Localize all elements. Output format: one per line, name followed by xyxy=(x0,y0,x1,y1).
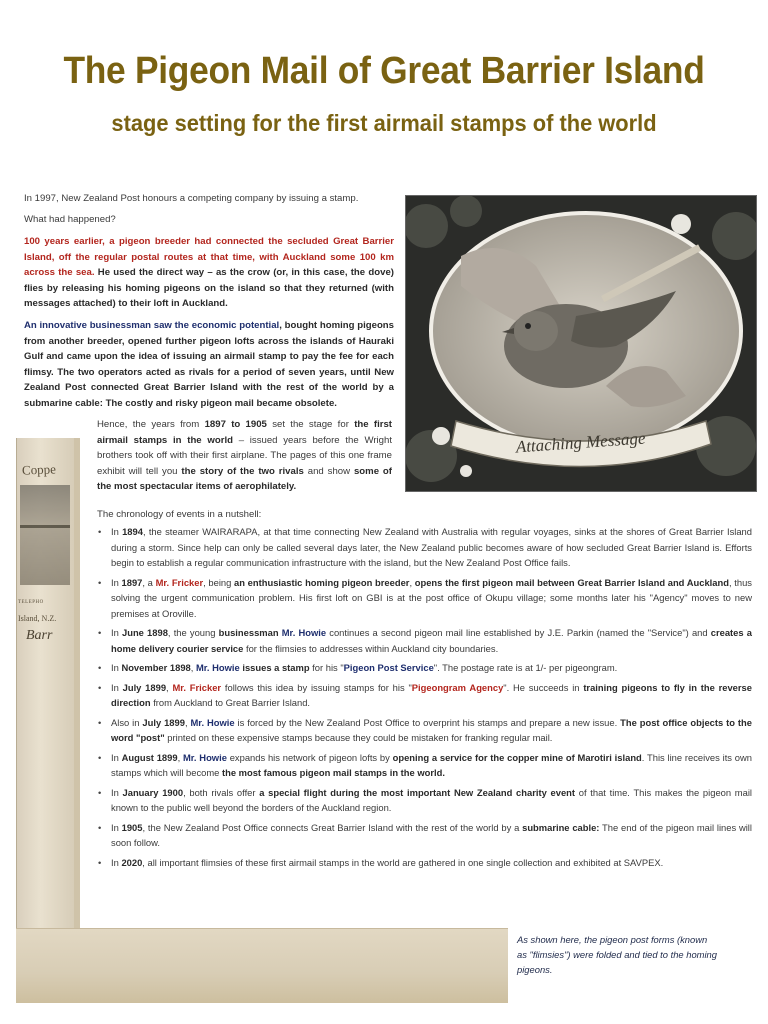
hence-run: and show xyxy=(303,465,354,477)
story_1-run: 100 years earlier, a pigeon breeder had connected the secluded Great Barrier Island, off the regular postal routes at that time, with Auckland some 100 km across the sea. xyxy=(24,236,394,278)
intro-question: What had happened? xyxy=(24,214,116,225)
pigeon-photo xyxy=(405,195,757,492)
hence-run: set the stage for xyxy=(266,419,355,430)
chronology-text-run: , being xyxy=(203,576,235,588)
chronology-text-run: , thus solving the urgent communication problem. His first loft on GBI is at the post office of Okupu village; some months later his "Agency" moves to new premises at Oroville. xyxy=(111,576,752,619)
chronology-text-run: , both rivals offer xyxy=(183,786,260,798)
chronology-text-run: , xyxy=(166,681,173,693)
chronology-text-run: In xyxy=(111,662,122,673)
story_2-run: , bought homing pigeons from another breeder, opened further pigeon lofts across the islands of Hauraki Gulf and came upon the idea of issuing an airmail stamp to pay the fee for each flimsy. The two operators acted as rivals for a period of seven years, until New Zealand Post connected Great Barrier Island with the rest of the world by a submarine cable: The costly and risky pigeon mail became obsolete. xyxy=(24,320,395,409)
flimsy-caption: As shown here, the pigeon post forms (known as "flimsies") were folded and tied to the homing pigeons. xyxy=(517,934,717,975)
chronology-text-run: The end of the pigeon mail lines will soon follow. xyxy=(111,821,752,848)
chronology-list xyxy=(96,524,752,874)
hence-run: the story of the two rivals xyxy=(181,465,304,477)
chronology-item xyxy=(96,660,752,676)
chronology-text-run: , xyxy=(184,716,191,728)
flimsy-text-island: Island, N.Z. xyxy=(18,614,57,623)
chronology-text-run: Mr. Howie xyxy=(281,627,327,638)
chronology-item xyxy=(96,820,752,851)
hence-run: some of the most spectacular items of aerophilately. xyxy=(97,465,392,492)
chronology-text-run: follows this idea by issuing stamps for his " xyxy=(221,681,412,693)
chronology-text-run: an enthusiastic homing pigeon breeder xyxy=(234,576,410,588)
chronology-item xyxy=(96,855,752,871)
chronology-text-run: , the steamer WAIRARAPA, at that time connecting New Zealand with Australia with regular voyages, sinks at the shores of Great Barrier Island during a storm. Since help can only be called several days later, the New Zealand public becomes aware of how secluded Great Barrier Island is. Efforts begin to establish a regular communication infrastructure with the island, but the New Zealand Post Office fails. xyxy=(111,526,752,568)
chronology-text-run: , the young xyxy=(167,627,219,638)
chronology-text-run: training pigeons to fly in the reverse direction xyxy=(111,681,752,708)
chronology-text-run: In xyxy=(111,751,122,763)
hence-run: – issued years before the Wright brothers took off with their first airplane. The pages of this one frame exhibit will tell you xyxy=(97,434,392,477)
chronology-text-run: for the flimsies to addresses within Auckland city boundaries. xyxy=(243,642,499,654)
chronology-text-run: , a xyxy=(142,576,156,588)
chronology-text-run: , xyxy=(409,576,415,588)
chronology-text-run: 2020 xyxy=(121,856,143,868)
chronology-text-run: of that time. This makes the pigeon mail known to the public well beyond the borders of the Auckland region. xyxy=(111,786,752,813)
chronology-text-run: creates a home delivery courier service xyxy=(111,627,752,654)
pigeon-photo-illustration xyxy=(406,196,756,491)
hence-run: Hence, the years from xyxy=(97,419,205,430)
chronology-item xyxy=(96,785,752,816)
chronology-item xyxy=(96,750,752,781)
chronology-text-run: Mr. Fricker xyxy=(172,681,222,693)
chronology-text-run: businessman xyxy=(218,627,279,638)
chronology-text-run: , xyxy=(177,751,183,763)
flimsy-text-barr: Barr xyxy=(26,628,53,643)
chronology-text-run: printed on these expensive stamps because they could be mistaken for franking regular mail. xyxy=(164,732,553,743)
flimsy-document-bottom xyxy=(16,928,508,1003)
chronology-text-run: Mr. Fricker xyxy=(155,576,204,588)
chronology-item xyxy=(96,625,752,656)
chronology-text-run: In xyxy=(111,681,123,693)
chronology-text-run: In xyxy=(111,856,122,868)
chronology-text-run: , the New Zealand Post Office connects Great Barrier Island with the rest of the world by a xyxy=(142,821,523,833)
chronology-text-run: expands his network of pigeon lofts by xyxy=(226,751,393,763)
chronology-text-run: The post office objects to the word "post" xyxy=(111,716,752,743)
chronology-item xyxy=(96,575,752,622)
chronology-text-run: continues a second pigeon mail line established by J.E. Parkin (named the "Service") and xyxy=(326,627,711,638)
flimsy-text-telephone: TELEPHO xyxy=(18,600,44,605)
chronology-item xyxy=(96,524,752,571)
chronology-item xyxy=(96,715,752,746)
chronology-text-run: issues a stamp xyxy=(242,662,310,673)
chronology-text-run: 1894 xyxy=(122,526,143,537)
chronology-text-run: opening a service for the copper mine of Marotiri island xyxy=(392,751,642,763)
chronology-text-run: is forced by the New Zealand Post Office to overprint his stamps and prepare a new issue. xyxy=(234,716,621,728)
story_2-run: An innovative businessman saw the economic potential xyxy=(24,320,280,331)
chronology-text-run: Pigeon Post Service xyxy=(343,662,434,673)
chronology-text-run: , xyxy=(190,662,196,673)
page-title: The Pigeon Mail of Great Barrier Island xyxy=(63,50,705,92)
story_1-run: He used the direct way – as the crow (or, in this case, the dove) flies by releasing his homing pigeons on the island so that they returned (with messages attached) to their loft in Auckland. xyxy=(24,267,394,309)
chronology-text-run: June 1898 xyxy=(122,627,168,638)
chronology-heading: The chronology of events in a nutshell: xyxy=(97,509,262,520)
chronology-text-run: July 1899 xyxy=(142,716,185,728)
flimsy-fold-edge xyxy=(74,438,80,928)
chronology-text-run: In xyxy=(111,627,122,638)
chronology-text-run: , all important flimsies of these first airmail stamps in the world are gathered in one single collection and exhibited at SAVPEX. xyxy=(142,856,664,868)
chronology-text-run: August 1899 xyxy=(121,751,178,763)
chronology-item xyxy=(96,680,752,711)
chronology-text-run: January 1900 xyxy=(122,786,184,798)
chronology-text-run: In xyxy=(111,526,123,537)
intro-paragraph: In 1997, New Zealand Post honours a competing company by issuing a stamp. xyxy=(24,193,359,204)
chronology-text-run: submarine cable: xyxy=(522,821,600,833)
flimsy-text-coppe: Coppe xyxy=(21,461,57,478)
chronology-text-run: a special flight during the most important New Zealand charity event xyxy=(259,786,576,798)
chronology-text-run: 1905 xyxy=(121,821,143,833)
hence-paragraph xyxy=(97,417,392,495)
chronology-text-run: for his " xyxy=(309,662,344,673)
page-subtitle: stage setting for the first airmail stamps of the world xyxy=(111,110,657,136)
chronology-text-run: . This line receives its own stamps which will become xyxy=(111,751,752,778)
chronology-text-run: Mr. Howie xyxy=(190,716,235,728)
chronology-text-run: July 1899 xyxy=(122,681,167,693)
chronology-text-run: In xyxy=(111,576,122,588)
story-paragraph-2 xyxy=(24,318,394,411)
chronology-text-run: from Auckland to Great Barrier Island. xyxy=(150,697,311,708)
chronology-text-run: In xyxy=(111,821,122,833)
chronology-text-run: ". He succeeds in xyxy=(503,681,584,693)
chronology-text-run: Pigeongram Agency xyxy=(411,681,504,693)
hence-run: the first airmail stamps in the world xyxy=(97,419,392,446)
chronology-text-run: 1897 xyxy=(121,576,143,588)
hence-run: 1897 to 1905 xyxy=(204,419,267,430)
chronology-text-run: November 1898 xyxy=(121,662,191,673)
chronology-text-run: Mr. Howie xyxy=(195,662,240,673)
story-paragraph-1 xyxy=(24,234,394,312)
photo-banner-text: Attaching Message xyxy=(515,428,647,457)
flimsy-stamp-area xyxy=(20,485,70,585)
chronology-text-run: the most famous pigeon mail stamps in the world. xyxy=(221,767,445,778)
chronology-text-run: Mr. Howie xyxy=(182,751,227,763)
chronology-text-run: ". The postage rate is at 1/- per pigeongram. xyxy=(433,662,618,673)
chronology-text-run: opens the first pigeon mail between Great Barrier Island and Auckland xyxy=(414,576,729,588)
chronology-text-run: In xyxy=(111,786,123,798)
chronology-text-run: Also in xyxy=(111,716,143,728)
